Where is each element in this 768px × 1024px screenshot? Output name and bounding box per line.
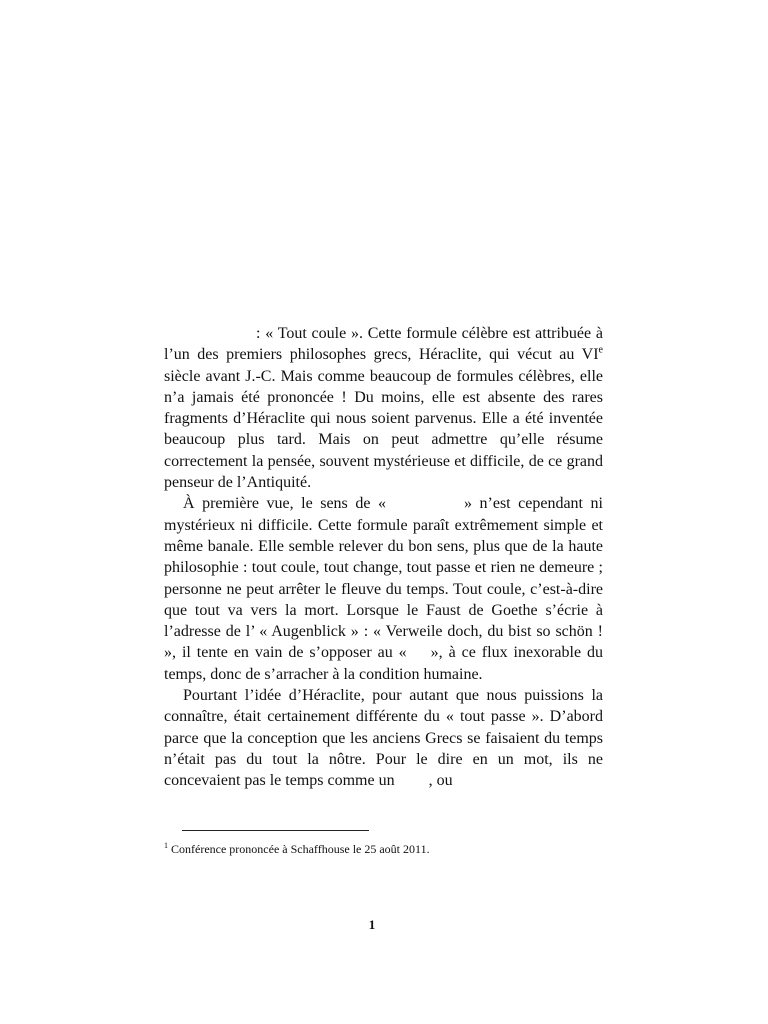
paragraph-2-text-a: À première vue, le sens de « xyxy=(183,495,386,513)
paragraph-1-text-a: : « Tout coule ». Cette formule célèbre est attribuée à l’un des premiers philosophes grecs, Héraclite, qui vécut au VI xyxy=(164,325,603,364)
paragraph-2-text-b: » n’est cependant ni mystérieux ni difficile. Cette formule paraît extrêmement simple et même banale. Elle semble relever du bon sens, plus que de la haute philosophie : tout coule, tout change, tout passe et rien ne demeure ; personne ne peut arrêter le fleuve du temps. Tout coule, c’est-à-dire que tout va vers la mort. Lorsque le Faust de Goethe s’écrie à l’adresse de l’ « Augenblick » : « Verweile doch, du bist so schön ! », il tente en vain de s’opposer au « xyxy=(164,495,603,662)
century-superscript: e xyxy=(598,344,603,356)
footnote-marker: 1 xyxy=(164,841,168,850)
footnote xyxy=(164,842,604,856)
footnote-separator xyxy=(182,830,369,831)
paragraph-2 xyxy=(164,493,603,685)
paragraph-3-text-b: , ou xyxy=(428,772,453,790)
paragraph-3-text-a: Pourtant l’idée d’Héraclite, pour autant que nous puissions la connaître, était certainement différente du « tout passe ». D’abord parce que la conception que les anciens Grecs se faisaient du temps n’était pas du tout la nôtre. Pour le dire en un mot, ils ne concevaient pas le temps comme un xyxy=(164,687,603,790)
paragraph-1-text-b: siècle avant J.-C. Mais comme beaucoup de formules célèbres, elle n’a jamais été prononcée ! Du moins, elle est absente des rares fragments d’Héraclite qui nous soient parvenus. Elle a été inventée beaucoup plus tard. Mais on peut admettre qu’elle résume correctement la pensée, souvent mystérieuse et difficile, de ce grand penseur de l’Antiquité. xyxy=(164,367,603,492)
main-text xyxy=(164,323,603,792)
paragraph-2-text-c: », à ce flux inexorable du temps, donc de s’arracher à la condition humaine. xyxy=(164,644,604,683)
footnote-text: Conférence prononcée à Schaffhouse le 25 août 2011. xyxy=(171,842,430,856)
page-number: 1 xyxy=(368,917,376,932)
paragraph-3 xyxy=(164,685,603,791)
paragraph-1 xyxy=(164,323,603,493)
